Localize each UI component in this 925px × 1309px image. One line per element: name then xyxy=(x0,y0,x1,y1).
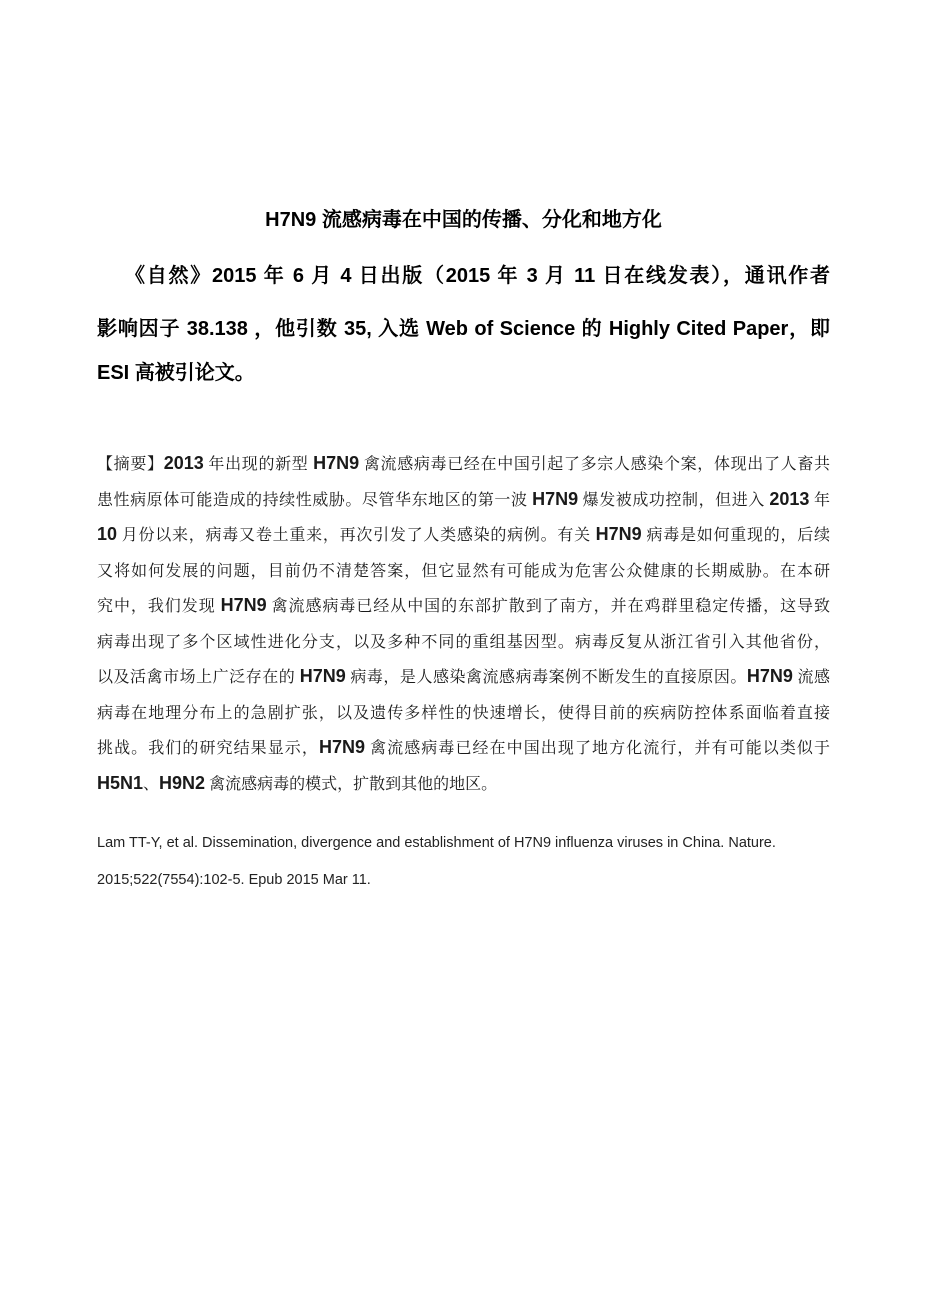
abstract-line: 以及活禽市场上广泛存在的 H7N9 病毒，是人感染禽流感病毒案例不断发生的直接原因。H7N9 流感 xyxy=(97,666,830,686)
abstract-line: H5N1、H9N2 禽流感病毒的模式，扩散到其他的地区。 xyxy=(97,772,498,793)
abstract-line: 究中，我们发现 H7N9 禽流感病毒已经从中国的东部扩散到了南方，并在鸡群里稳定传播，这导致 xyxy=(97,595,830,615)
abstract-line: 10 月份以来，病毒又卷土重来，再次引发了人类感染的病例。有关 H7N9 病毒是如何重现的，后续 xyxy=(97,524,830,544)
publication-info xyxy=(97,254,830,395)
publication-info-line: 影响因子 38.138 ，他引数 35, 入选 Web of Science 的 Highly Cited Paper，即 xyxy=(97,318,830,340)
abstract-line: 病毒出现了多个区域性进化分支，以及多种不同的重组基因型。病毒反复从浙江省引入其他省份， xyxy=(97,633,830,651)
publication-info-line: ESI 高被引论文。 xyxy=(97,362,255,384)
document-title: H7N9 流感病毒在中国的传播、分化和地方化 xyxy=(265,209,662,231)
abstract-paragraph xyxy=(97,447,830,802)
abstract-line: 患性病原体可能造成的持续性威胁。尽管华东地区的第一波 H7N9 爆发被成功控制，但进入 2013 年 xyxy=(97,488,830,509)
abstract-line: 挑战。我们的研究结果显示，H7N9 禽流感病毒已经在中国出现了地方化流行，并有可能以类似于 xyxy=(97,737,830,757)
abstract-line: 病毒在地理分布上的急剧扩张，以及遗传多样性的快速增长，使得目前的疾病防控体系面临着直接 xyxy=(97,704,830,722)
document-content xyxy=(97,0,830,899)
citation-line: 2015;522(7554):102-5. Epub 2015 Mar 11. xyxy=(97,872,371,888)
abstract-line: 又将如何发展的问题，目前仍不清楚答案，但它显然有可能成为危害公众健康的长期威胁。在本研 xyxy=(97,562,830,580)
citation xyxy=(97,825,830,899)
citation-line: Lam TT-Y, et al. Dissemination, divergence and establishment of H7N9 influenza viruses in China. Nature. xyxy=(97,835,776,851)
abstract-line: 【摘要】2013 年出现的新型 H7N9 禽流感病毒已经在中国引起了多宗人感染个案，体现出了人畜共 xyxy=(97,453,830,473)
publication-info-line: 《自然》2015 年 6 月 4 日出版（2015 年 3 月 11 日在线发表），通讯作者 xyxy=(125,265,830,287)
